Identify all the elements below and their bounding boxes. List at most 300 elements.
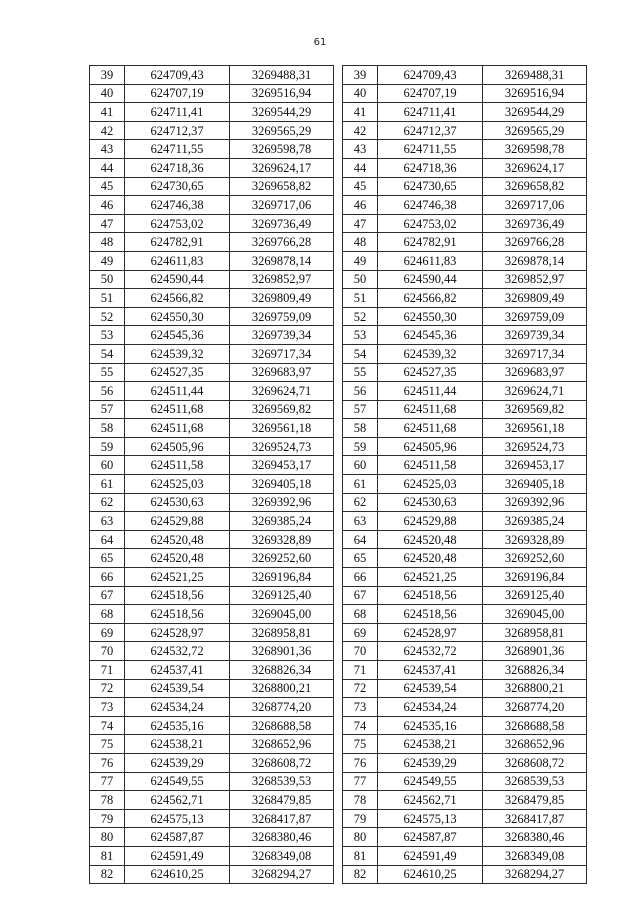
x-coordinate-cell: 624611,83 — [378, 251, 483, 270]
point-number-cell: 75 — [343, 735, 378, 754]
y-coordinate-cell: 3268800,21 — [483, 679, 587, 698]
point-number-cell: 61 — [343, 475, 378, 494]
point-number-cell: 55 — [90, 363, 125, 382]
point-number-cell: 51 — [90, 289, 125, 308]
point-number-cell: 47 — [90, 214, 125, 233]
x-coordinate-cell: 624535,16 — [125, 716, 230, 735]
y-coordinate-cell: 3268774,20 — [230, 698, 334, 717]
point-number-cell: 48 — [343, 233, 378, 252]
table-row — [343, 456, 587, 475]
x-coordinate-cell: 624511,68 — [378, 400, 483, 419]
table-row — [343, 289, 587, 308]
table-row — [343, 270, 587, 289]
y-coordinate-cell: 3269658,82 — [483, 177, 587, 196]
y-coordinate-cell: 3269717,06 — [483, 196, 587, 215]
point-number-cell: 64 — [343, 530, 378, 549]
y-coordinate-cell: 3268958,81 — [230, 623, 334, 642]
point-number-cell: 46 — [90, 196, 125, 215]
x-coordinate-cell: 624537,41 — [378, 661, 483, 680]
point-number-cell: 50 — [90, 270, 125, 289]
y-coordinate-cell: 3269717,34 — [230, 344, 334, 363]
x-coordinate-cell: 624591,49 — [378, 846, 483, 865]
x-coordinate-cell: 624511,68 — [378, 419, 483, 438]
y-coordinate-cell: 3269658,82 — [230, 177, 334, 196]
point-number-cell: 47 — [343, 214, 378, 233]
x-coordinate-cell: 624718,36 — [125, 158, 230, 177]
point-number-cell: 44 — [343, 158, 378, 177]
x-coordinate-cell: 624753,02 — [378, 214, 483, 233]
y-coordinate-cell: 3269598,78 — [230, 140, 334, 159]
y-coordinate-cell: 3269392,96 — [483, 493, 587, 512]
table-row — [343, 307, 587, 326]
coordinates-table-left — [89, 65, 334, 884]
y-coordinate-cell: 3269624,71 — [230, 382, 334, 401]
point-number-cell: 70 — [90, 642, 125, 661]
point-number-cell: 69 — [90, 623, 125, 642]
table-row — [90, 326, 334, 345]
table-row — [90, 140, 334, 159]
table-row — [343, 661, 587, 680]
table-row — [343, 363, 587, 382]
x-coordinate-cell: 624518,56 — [125, 586, 230, 605]
table-row — [343, 177, 587, 196]
y-coordinate-cell: 3268539,53 — [230, 772, 334, 791]
table-row — [90, 530, 334, 549]
y-coordinate-cell: 3268901,36 — [230, 642, 334, 661]
point-number-cell: 54 — [343, 344, 378, 363]
point-number-cell: 49 — [90, 251, 125, 270]
point-number-cell: 76 — [343, 753, 378, 772]
table-row — [90, 363, 334, 382]
table-row — [90, 865, 334, 884]
table-row — [343, 419, 587, 438]
x-coordinate-cell: 624575,13 — [125, 809, 230, 828]
y-coordinate-cell: 3269516,94 — [483, 84, 587, 103]
x-coordinate-cell: 624527,35 — [125, 363, 230, 382]
y-coordinate-cell: 3268479,85 — [483, 791, 587, 810]
table-row — [90, 493, 334, 512]
point-number-cell: 57 — [90, 400, 125, 419]
point-number-cell: 55 — [343, 363, 378, 382]
point-number-cell: 48 — [90, 233, 125, 252]
x-coordinate-cell: 624539,32 — [125, 344, 230, 363]
table-row — [90, 66, 334, 85]
x-coordinate-cell: 624730,65 — [378, 177, 483, 196]
table-row — [90, 549, 334, 568]
point-number-cell: 41 — [343, 103, 378, 122]
y-coordinate-cell: 3268774,20 — [483, 698, 587, 717]
x-coordinate-cell: 624550,30 — [125, 307, 230, 326]
point-number-cell: 81 — [90, 846, 125, 865]
y-coordinate-cell: 3268380,46 — [230, 828, 334, 847]
x-coordinate-cell: 624562,71 — [125, 791, 230, 810]
point-number-cell: 54 — [90, 344, 125, 363]
point-number-cell: 51 — [343, 289, 378, 308]
point-number-cell: 80 — [343, 828, 378, 847]
table-row — [343, 196, 587, 215]
point-number-cell: 80 — [90, 828, 125, 847]
y-coordinate-cell: 3268826,34 — [230, 661, 334, 680]
x-coordinate-cell: 624539,29 — [378, 753, 483, 772]
x-coordinate-cell: 624532,72 — [378, 642, 483, 661]
coordinates-table-right — [342, 65, 587, 884]
y-coordinate-cell: 3268652,96 — [230, 735, 334, 754]
point-number-cell: 40 — [343, 84, 378, 103]
table-row — [343, 326, 587, 345]
y-coordinate-cell: 3269453,17 — [483, 456, 587, 475]
table-row — [90, 456, 334, 475]
y-coordinate-cell: 3269385,24 — [230, 512, 334, 531]
table-row — [343, 828, 587, 847]
table-row — [343, 735, 587, 754]
table-row — [90, 791, 334, 810]
y-coordinate-cell: 3269544,29 — [230, 103, 334, 122]
table-row — [343, 623, 587, 642]
table-row — [90, 623, 334, 642]
y-coordinate-cell: 3268349,08 — [230, 846, 334, 865]
y-coordinate-cell: 3269561,18 — [483, 419, 587, 438]
point-number-cell: 68 — [90, 605, 125, 624]
table-row — [343, 84, 587, 103]
x-coordinate-cell: 624782,91 — [125, 233, 230, 252]
x-coordinate-cell: 624712,37 — [125, 121, 230, 140]
y-coordinate-cell: 3269561,18 — [230, 419, 334, 438]
point-number-cell: 71 — [343, 661, 378, 680]
table-row — [343, 549, 587, 568]
point-number-cell: 49 — [343, 251, 378, 270]
y-coordinate-cell: 3269759,09 — [230, 307, 334, 326]
table-row — [343, 809, 587, 828]
point-number-cell: 76 — [90, 753, 125, 772]
x-coordinate-cell: 624610,25 — [125, 865, 230, 884]
point-number-cell: 39 — [90, 66, 125, 85]
table-row — [90, 158, 334, 177]
y-coordinate-cell: 3269624,17 — [483, 158, 587, 177]
y-coordinate-cell: 3268901,36 — [483, 642, 587, 661]
point-number-cell: 40 — [90, 84, 125, 103]
x-coordinate-cell: 624707,19 — [125, 84, 230, 103]
y-coordinate-cell: 3269385,24 — [483, 512, 587, 531]
x-coordinate-cell: 624562,71 — [378, 791, 483, 810]
x-coordinate-cell: 624718,36 — [378, 158, 483, 177]
table-row — [343, 791, 587, 810]
point-number-cell: 59 — [343, 437, 378, 456]
table-row — [90, 828, 334, 847]
x-coordinate-cell: 624518,56 — [378, 605, 483, 624]
table-row — [343, 846, 587, 865]
table-row — [343, 140, 587, 159]
y-coordinate-cell: 3268688,58 — [230, 716, 334, 735]
y-coordinate-cell: 3269852,97 — [230, 270, 334, 289]
x-coordinate-cell: 624538,21 — [378, 735, 483, 754]
x-coordinate-cell: 624549,55 — [378, 772, 483, 791]
point-number-cell: 39 — [343, 66, 378, 85]
point-number-cell: 45 — [90, 177, 125, 196]
point-number-cell: 43 — [343, 140, 378, 159]
point-number-cell: 58 — [90, 419, 125, 438]
table-row — [90, 307, 334, 326]
table-row — [90, 772, 334, 791]
y-coordinate-cell: 3269717,06 — [230, 196, 334, 215]
point-number-cell: 44 — [90, 158, 125, 177]
y-coordinate-cell: 3269739,34 — [483, 326, 587, 345]
x-coordinate-cell: 624529,88 — [378, 512, 483, 531]
x-coordinate-cell: 624537,41 — [125, 661, 230, 680]
point-number-cell: 72 — [90, 679, 125, 698]
x-coordinate-cell: 624535,16 — [378, 716, 483, 735]
x-coordinate-cell: 624511,58 — [378, 456, 483, 475]
point-number-cell: 82 — [90, 865, 125, 884]
table-row — [90, 698, 334, 717]
y-coordinate-cell: 3269717,34 — [483, 344, 587, 363]
table-row — [343, 493, 587, 512]
point-number-cell: 50 — [343, 270, 378, 289]
x-coordinate-cell: 624545,36 — [125, 326, 230, 345]
table-row — [90, 84, 334, 103]
y-coordinate-cell: 3269328,89 — [230, 530, 334, 549]
table-body — [343, 66, 587, 884]
table-row — [343, 512, 587, 531]
table-row — [90, 289, 334, 308]
table-row — [90, 196, 334, 215]
point-number-cell: 65 — [90, 549, 125, 568]
table-row — [343, 568, 587, 587]
point-number-cell: 66 — [90, 568, 125, 587]
point-number-cell: 77 — [90, 772, 125, 791]
point-number-cell: 63 — [90, 512, 125, 531]
y-coordinate-cell: 3268608,72 — [230, 753, 334, 772]
y-coordinate-cell: 3268479,85 — [230, 791, 334, 810]
table-row — [343, 716, 587, 735]
y-coordinate-cell: 3269766,28 — [230, 233, 334, 252]
x-coordinate-cell: 624575,13 — [378, 809, 483, 828]
point-number-cell: 58 — [343, 419, 378, 438]
table-row — [343, 437, 587, 456]
table-row — [343, 214, 587, 233]
x-coordinate-cell: 624611,83 — [125, 251, 230, 270]
point-number-cell: 66 — [343, 568, 378, 587]
point-number-cell: 67 — [90, 586, 125, 605]
table-row — [343, 344, 587, 363]
x-coordinate-cell: 624525,03 — [125, 475, 230, 494]
table-row — [90, 512, 334, 531]
x-coordinate-cell: 624590,44 — [378, 270, 483, 289]
x-coordinate-cell: 624534,24 — [125, 698, 230, 717]
x-coordinate-cell: 624521,25 — [125, 568, 230, 587]
point-number-cell: 53 — [343, 326, 378, 345]
y-coordinate-cell: 3269766,28 — [483, 233, 587, 252]
x-coordinate-cell: 624587,87 — [125, 828, 230, 847]
table-row — [343, 642, 587, 661]
x-coordinate-cell: 624566,82 — [125, 289, 230, 308]
point-number-cell: 46 — [343, 196, 378, 215]
x-coordinate-cell: 624505,96 — [378, 437, 483, 456]
point-number-cell: 64 — [90, 530, 125, 549]
x-coordinate-cell: 624753,02 — [125, 214, 230, 233]
x-coordinate-cell: 624709,43 — [125, 66, 230, 85]
y-coordinate-cell: 3269544,29 — [483, 103, 587, 122]
point-number-cell: 77 — [343, 772, 378, 791]
y-coordinate-cell: 3269516,94 — [230, 84, 334, 103]
y-coordinate-cell: 3268800,21 — [230, 679, 334, 698]
y-coordinate-cell: 3268380,46 — [483, 828, 587, 847]
y-coordinate-cell: 3269739,34 — [230, 326, 334, 345]
y-coordinate-cell: 3268608,72 — [483, 753, 587, 772]
table-row — [343, 382, 587, 401]
x-coordinate-cell: 624610,25 — [378, 865, 483, 884]
x-coordinate-cell: 624591,49 — [125, 846, 230, 865]
table-row — [90, 400, 334, 419]
point-number-cell: 62 — [90, 493, 125, 512]
x-coordinate-cell: 624520,48 — [125, 530, 230, 549]
table-row — [90, 809, 334, 828]
point-number-cell: 70 — [343, 642, 378, 661]
x-coordinate-cell: 624782,91 — [378, 233, 483, 252]
table-row — [343, 586, 587, 605]
x-coordinate-cell: 624746,38 — [125, 196, 230, 215]
point-number-cell: 74 — [90, 716, 125, 735]
table-row — [343, 103, 587, 122]
y-coordinate-cell: 3268417,87 — [483, 809, 587, 828]
y-coordinate-cell: 3269196,84 — [230, 568, 334, 587]
y-coordinate-cell: 3269488,31 — [483, 66, 587, 85]
y-coordinate-cell: 3269392,96 — [230, 493, 334, 512]
y-coordinate-cell: 3269852,97 — [483, 270, 587, 289]
table-row — [90, 661, 334, 680]
point-number-cell: 75 — [90, 735, 125, 754]
x-coordinate-cell: 624511,68 — [125, 419, 230, 438]
table-row — [90, 679, 334, 698]
y-coordinate-cell: 3268688,58 — [483, 716, 587, 735]
point-number-cell: 73 — [343, 698, 378, 717]
y-coordinate-cell: 3269565,29 — [483, 121, 587, 140]
x-coordinate-cell: 624587,87 — [378, 828, 483, 847]
point-number-cell: 72 — [343, 679, 378, 698]
table-row — [90, 382, 334, 401]
table-row — [90, 716, 334, 735]
y-coordinate-cell: 3269736,49 — [230, 214, 334, 233]
y-coordinate-cell: 3269045,00 — [230, 605, 334, 624]
point-number-cell: 52 — [90, 307, 125, 326]
x-coordinate-cell: 624746,38 — [378, 196, 483, 215]
table-row — [90, 251, 334, 270]
point-number-cell: 81 — [343, 846, 378, 865]
table-row — [343, 158, 587, 177]
table-row — [90, 344, 334, 363]
point-number-cell: 69 — [343, 623, 378, 642]
y-coordinate-cell: 3269045,00 — [483, 605, 587, 624]
x-coordinate-cell: 624511,58 — [125, 456, 230, 475]
table-row — [90, 103, 334, 122]
table-row — [343, 66, 587, 85]
x-coordinate-cell: 624528,97 — [125, 623, 230, 642]
x-coordinate-cell: 624530,63 — [378, 493, 483, 512]
y-coordinate-cell: 3269683,97 — [230, 363, 334, 382]
table-row — [90, 419, 334, 438]
y-coordinate-cell: 3268826,34 — [483, 661, 587, 680]
x-coordinate-cell: 624505,96 — [125, 437, 230, 456]
table-row — [90, 568, 334, 587]
x-coordinate-cell: 624711,41 — [378, 103, 483, 122]
x-coordinate-cell: 624539,32 — [378, 344, 483, 363]
point-number-cell: 62 — [343, 493, 378, 512]
y-coordinate-cell: 3269405,18 — [483, 475, 587, 494]
point-number-cell: 53 — [90, 326, 125, 345]
table-row — [90, 270, 334, 289]
y-coordinate-cell: 3269736,49 — [483, 214, 587, 233]
y-coordinate-cell: 3269565,29 — [230, 121, 334, 140]
y-coordinate-cell: 3268652,96 — [483, 735, 587, 754]
table-row — [343, 251, 587, 270]
point-number-cell: 57 — [343, 400, 378, 419]
y-coordinate-cell: 3269524,73 — [230, 437, 334, 456]
point-number-cell: 42 — [90, 121, 125, 140]
x-coordinate-cell: 624520,48 — [378, 549, 483, 568]
table-row — [343, 121, 587, 140]
y-coordinate-cell: 3269683,97 — [483, 363, 587, 382]
x-coordinate-cell: 624711,41 — [125, 103, 230, 122]
point-number-cell: 45 — [343, 177, 378, 196]
table-row — [90, 846, 334, 865]
x-coordinate-cell: 624538,21 — [125, 735, 230, 754]
y-coordinate-cell: 3269569,82 — [483, 400, 587, 419]
table-row — [90, 642, 334, 661]
x-coordinate-cell: 624590,44 — [125, 270, 230, 289]
point-number-cell: 78 — [343, 791, 378, 810]
table-row — [343, 233, 587, 252]
y-coordinate-cell: 3268349,08 — [483, 846, 587, 865]
point-number-cell: 63 — [343, 512, 378, 531]
table-row — [90, 586, 334, 605]
point-number-cell: 61 — [90, 475, 125, 494]
point-number-cell: 42 — [343, 121, 378, 140]
x-coordinate-cell: 624711,55 — [125, 140, 230, 159]
y-coordinate-cell: 3269252,60 — [483, 549, 587, 568]
point-number-cell: 82 — [343, 865, 378, 884]
x-coordinate-cell: 624550,30 — [378, 307, 483, 326]
x-coordinate-cell: 624709,43 — [378, 66, 483, 85]
y-coordinate-cell: 3269569,82 — [230, 400, 334, 419]
point-number-cell: 52 — [343, 307, 378, 326]
y-coordinate-cell: 3269488,31 — [230, 66, 334, 85]
point-number-cell: 74 — [343, 716, 378, 735]
y-coordinate-cell: 3269759,09 — [483, 307, 587, 326]
x-coordinate-cell: 624707,19 — [378, 84, 483, 103]
table-row — [343, 530, 587, 549]
point-number-cell: 78 — [90, 791, 125, 810]
x-coordinate-cell: 624511,44 — [378, 382, 483, 401]
x-coordinate-cell: 624539,29 — [125, 753, 230, 772]
table-row — [90, 121, 334, 140]
point-number-cell: 71 — [90, 661, 125, 680]
x-coordinate-cell: 624712,37 — [378, 121, 483, 140]
y-coordinate-cell: 3269125,40 — [483, 586, 587, 605]
y-coordinate-cell: 3268958,81 — [483, 623, 587, 642]
y-coordinate-cell: 3269624,71 — [483, 382, 587, 401]
table-row — [90, 735, 334, 754]
x-coordinate-cell: 624529,88 — [125, 512, 230, 531]
x-coordinate-cell: 624521,25 — [378, 568, 483, 587]
table-row — [343, 679, 587, 698]
x-coordinate-cell: 624549,55 — [125, 772, 230, 791]
y-coordinate-cell: 3269809,49 — [483, 289, 587, 308]
point-number-cell: 60 — [343, 456, 378, 475]
x-coordinate-cell: 624534,24 — [378, 698, 483, 717]
table-row — [90, 605, 334, 624]
x-coordinate-cell: 624527,35 — [378, 363, 483, 382]
x-coordinate-cell: 624525,03 — [378, 475, 483, 494]
x-coordinate-cell: 624518,56 — [125, 605, 230, 624]
